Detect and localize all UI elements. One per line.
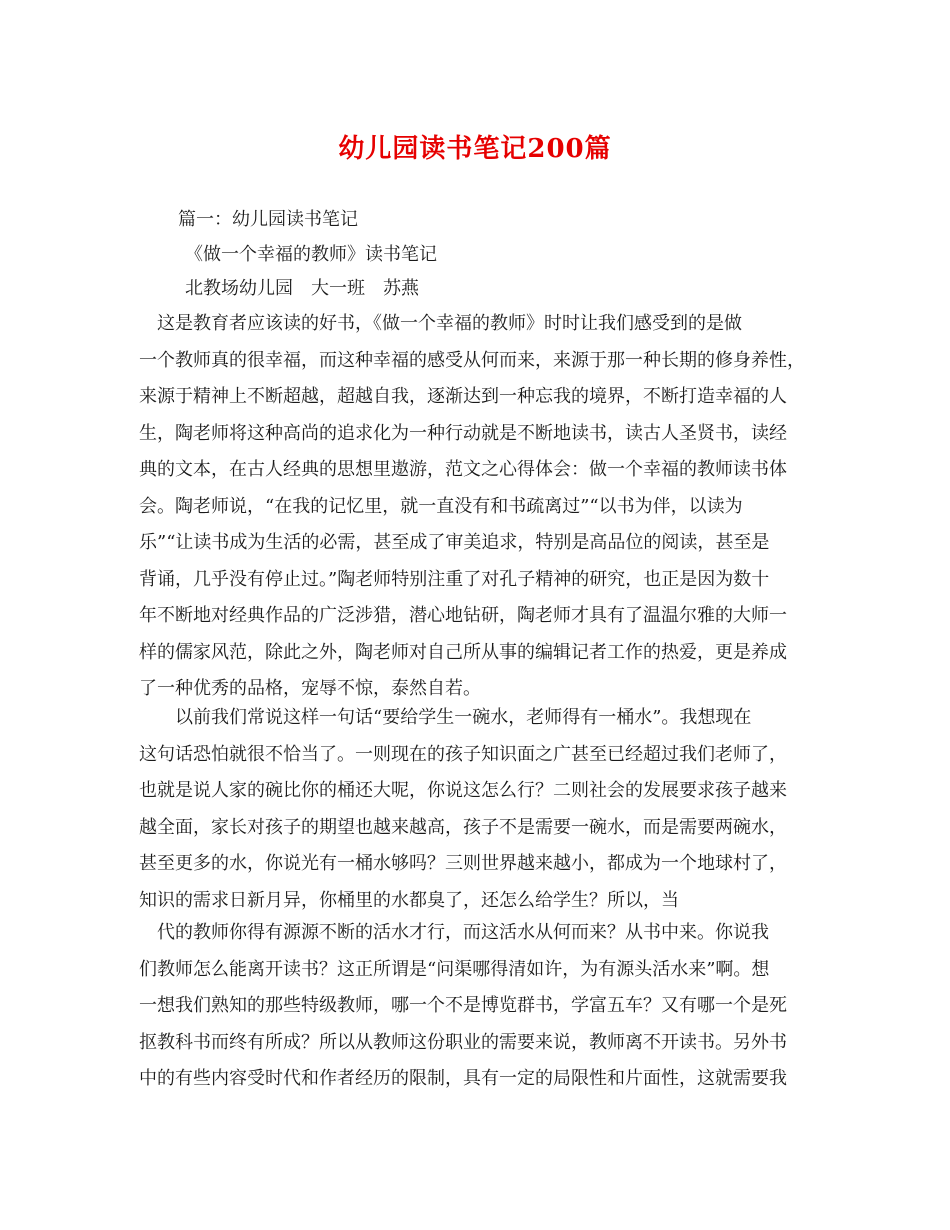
paragraph-1 [139, 306, 819, 708]
text-line: 抠教科书而终有所成？所以从教师这份职业的需要来说，教师离不开读书。另外书 [139, 1031, 787, 1053]
paragraph-2 [139, 700, 819, 919]
text-line: 中的有些内容受时代和作者经历的限制，具有一定的局限性和片面性，这就需要我 [139, 1068, 787, 1089]
text-line: 以前我们常说这样一句话“要给学生一碗水，老师得有一桶水”。我想现在 [139, 707, 752, 728]
text-line: 这是教育者应该读的好书，《做一个幸福的教师》时时让我们感受到的是做 [139, 313, 742, 334]
author-line: 北教场幼儿园 大一班 苏燕 [185, 278, 419, 299]
text-line: 甚至更多的水，你说光有一桶水够吗？三则世界越来越小，都成为一个地球村了， [139, 853, 787, 874]
text-line: 背诵，几乎没有停止过。”陶老师特别注重了对孔子精神的研究，也正是因为数十 [139, 568, 770, 590]
text-line: 知识的需求日新月异，你桶里的水都臭了，还怎么给学生？所以，当 [139, 889, 679, 911]
text-line: 典的文本，在古人经典的思想里遨游，范文之心得体会：做一个幸福的教师读书体 [139, 459, 787, 480]
text-line: 年不断地对经典作品的广泛涉猎，潜心地钻研，陶老师才具有了温温尔雅的大师一 [139, 605, 787, 626]
text-line: 会。陶老师说，“在我的记忆里，就一直没有和书疏离过”“以书为伴，以读为 [139, 495, 743, 517]
book-title-line: 《做一个幸福的教师》读书笔记 [185, 244, 437, 265]
document-title: 幼儿园读书笔记200篇 [338, 134, 612, 164]
text-line: 这句话恐怕就很不恰当了。一则现在的孩子知识面之广甚至已经超过我们老师了， [139, 743, 787, 765]
text-line: 生，陶老师将这种高尚的追求化为一种行动就是不断地读书，读古人圣贤书，读经 [139, 422, 787, 444]
text-line: 代的教师你得有源源不断的活水才行，而这活水从何而来？从书中来。你说我 [139, 922, 769, 943]
text-line: 了一种优秀的品格，宠辱不惊，泰然自若。 [139, 678, 481, 699]
text-line: 越全面，家长对孩子的期望也越来越高，孩子不是需要一碗水，而是需要两碗水， [139, 816, 787, 838]
paragraph-3 [139, 915, 819, 1098]
text-line: 们教师怎么能离开读书？这正所谓是“问渠哪得清如许，为有源头活水来”啊。想 [139, 958, 770, 980]
text-line: 一个教师真的很幸福，而这种幸福的感受从何而来，来源于那一种长期的修身养性， [139, 349, 805, 371]
text-line: 也就是说人家的碗比你的桶还大呢，你说这怎么行？二则社会的发展要求孩子越来 [139, 780, 787, 801]
text-line: 乐”“让读书成为生活的必需，甚至成了审美追求，特别是高品位的阅读，甚至是 [139, 532, 770, 553]
text-line: 一想我们熟知的那些特级教师，哪一个不是博览群书，学富五车？又有哪一个是死 [139, 995, 787, 1016]
section-heading: 篇一：幼儿园读书笔记 [178, 209, 358, 230]
text-line: 样的儒家风范，除此之外，陶老师对自己所从事的编辑记者工作的热爱，更是养成 [139, 641, 787, 663]
text-line: 来源于精神上不断超越，超越自我，逐渐达到一种忘我的境界，不断打造幸福的人 [139, 386, 787, 407]
